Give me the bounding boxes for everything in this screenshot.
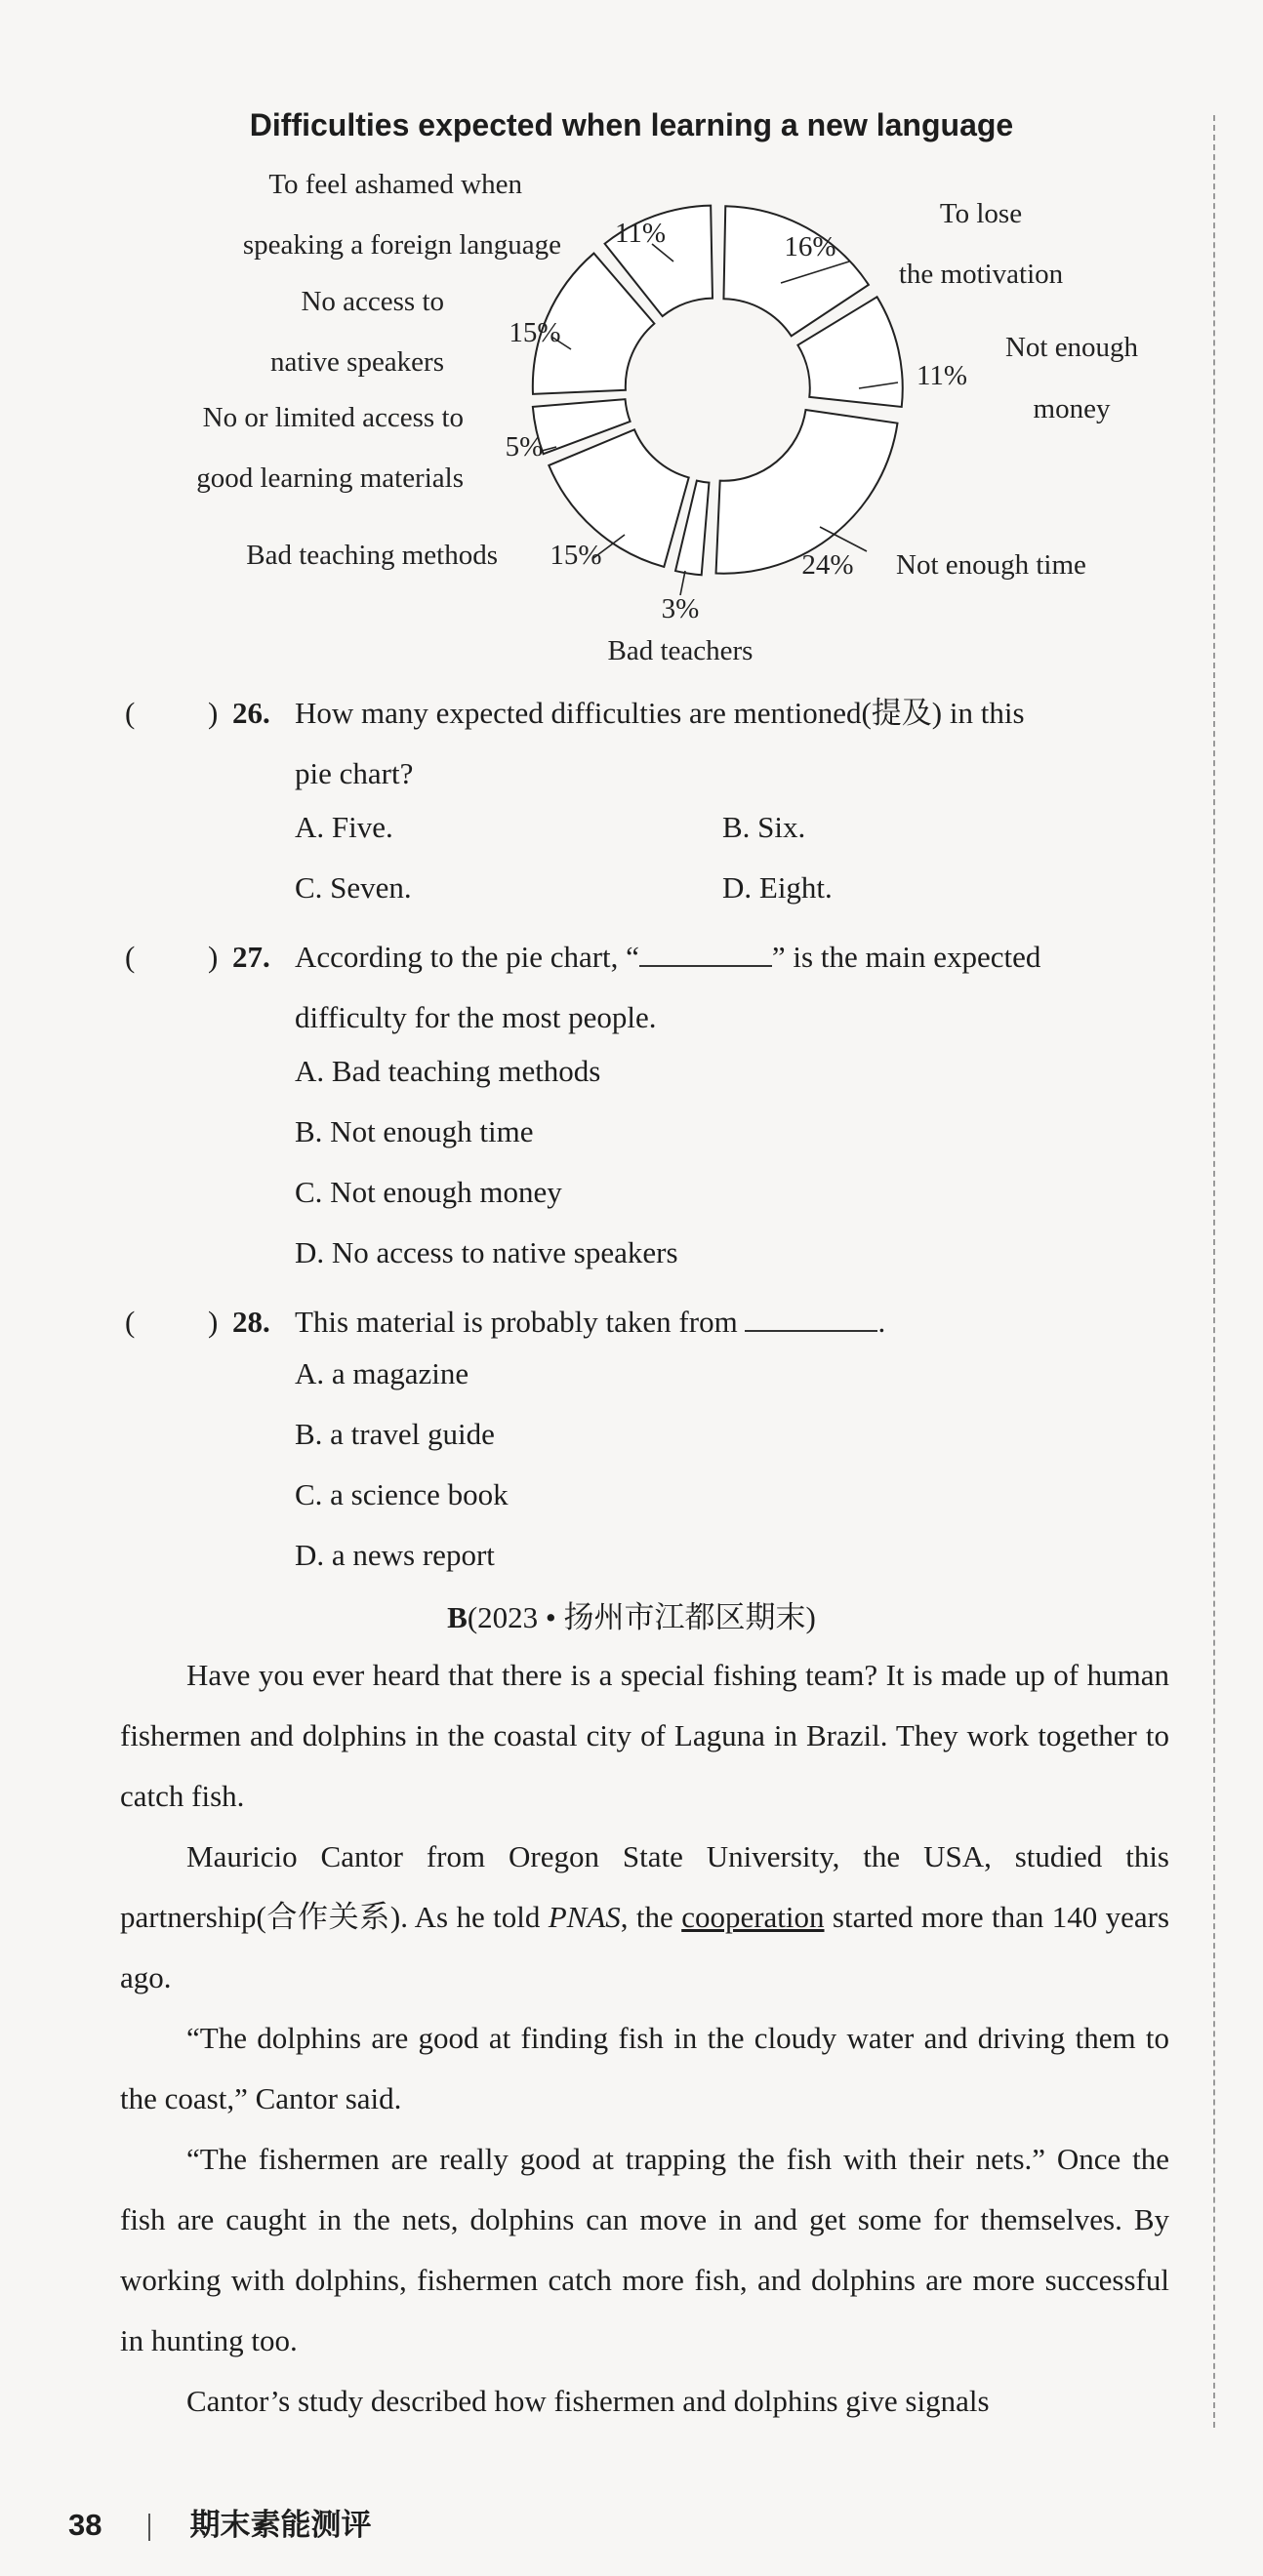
slice-category-label: Bad teaching methods [246,540,498,571]
slice-percent-label: 15% [550,540,602,571]
slice-category-label: No access to [301,286,444,317]
passage-paragraph-5: Cantor’s study described how fishermen and dolphins give signals [186,2384,990,2418]
option-a[interactable]: A. Five. [295,810,393,844]
option-a[interactable]: A. a magazine [295,1356,469,1390]
answer-paren-open: ( [125,940,136,974]
question-text-post: . [877,1305,886,1339]
option-a[interactable]: A. Bad teaching methods [295,1054,601,1088]
page-number: 38 [68,2508,102,2542]
passage-paragraph-1: Have you ever heard that there is a special fishing team? It is made up of human fishermen and dolphins in the coastal city of Laguna in Brazil. They work together to catch fish. [120,1658,1169,1813]
slice-category-label: To lose [939,198,1023,229]
p2-text-post: started more than 140 years ago. [120,1900,1170,1994]
slice-category-label: native speakers [270,346,444,378]
slice-category-label: money [1033,393,1111,424]
slice-category-label: To feel ashamed when [268,169,522,200]
option-c[interactable]: C. Seven. [295,870,412,905]
answer-paren-open: ( [125,696,136,730]
leader-line [680,571,685,595]
slice-category-label: the motivation [898,259,1064,290]
question-text-pre: According to the pie chart, “ [295,940,639,974]
question-text-line2: difficulty for the most people. [295,1000,657,1034]
p2-journal-name: PNAS [548,1900,621,1934]
slice-percent-label: 11% [916,360,968,391]
question-text [295,683,1173,804]
slice-category-label: No or limited access to [202,402,464,433]
option-b[interactable]: B. a travel guide [295,1417,495,1451]
p2-text-pre: Mauricio Cantor from Oregon State University, the USA, studied this partnership(合作关系). As he told [120,1839,1169,1934]
slice-category-label: Not enough [1004,332,1139,363]
answer-paren-open: ( [125,1305,136,1339]
footer-title: 期末素能测评 [189,2508,372,2543]
question-text-post: ” is the main expected [771,940,1041,974]
section-letter: B [447,1600,468,1634]
slice-percent-label: 11% [614,218,667,249]
question-number: 27. [232,940,270,974]
slice-percent-label: 5% [505,431,544,463]
slice-percent-label: 16% [784,231,836,262]
question-text-line1: How many expected difficulties are mentioned(提及) in this [295,696,1025,730]
page-footer [68,2500,371,2544]
question-text-line2: pie chart? [295,756,414,790]
question-text-pre: This material is probably taken from [295,1305,738,1339]
slice-percent-label: 3% [661,593,700,624]
answer-blank[interactable] [745,1305,877,1332]
answer-paren-close: ) [208,940,219,974]
slice-category-label: good learning materials [196,463,464,494]
question-number: 28. [232,1305,270,1339]
option-c[interactable]: C. a science book [295,1477,509,1511]
chart-title: Difficulties expected when learning a new language [249,107,1014,142]
section-heading [0,1592,1263,1636]
option-c[interactable]: C. Not enough money [295,1175,562,1209]
question-text [295,1292,1173,1352]
slice-category-label: Bad teachers [607,635,754,666]
option-b[interactable]: B. Not enough time [295,1114,534,1148]
answer-paren-close: ) [208,1305,219,1339]
option-b[interactable]: B. Six. [722,810,806,844]
slice-percent-label: 24% [801,549,854,581]
slice-category-label: speaking a foreign language [242,229,561,261]
section-source: (2023 • 扬州市江都区期末) [467,1600,816,1634]
passage-paragraph-2 [120,1827,1169,2008]
option-d[interactable]: D. No access to native speakers [295,1235,678,1269]
option-d[interactable]: D. Eight. [722,870,833,905]
answer-paren-close: ) [208,696,219,730]
p2-text-mid: , the [620,1900,682,1934]
answer-blank[interactable] [639,940,772,967]
passage-paragraph-4: “The fishermen are really good at trapping the fish with their nets.” Once the fish are caught in the nets, dolphins can move in and get some for themselves. By working with dolphins, fishermen catch more fish, and dolphins are more successful in hunting too. [120,2142,1169,2357]
p2-underlined-word: cooperation [681,1900,825,1934]
slice-category-label: Not enough time [896,549,1086,581]
question-text [295,927,1173,1048]
footer-divider [148,2514,150,2541]
question-number: 26. [232,696,270,730]
passage-paragraph-3: “The dolphins are good at finding fish in the cloudy water and driving them to the coast,” Cantor said. [120,2021,1169,2115]
option-d[interactable]: D. a news report [295,1538,495,1572]
slice-percent-label: 15% [509,317,561,348]
pie-chart [0,0,1263,703]
